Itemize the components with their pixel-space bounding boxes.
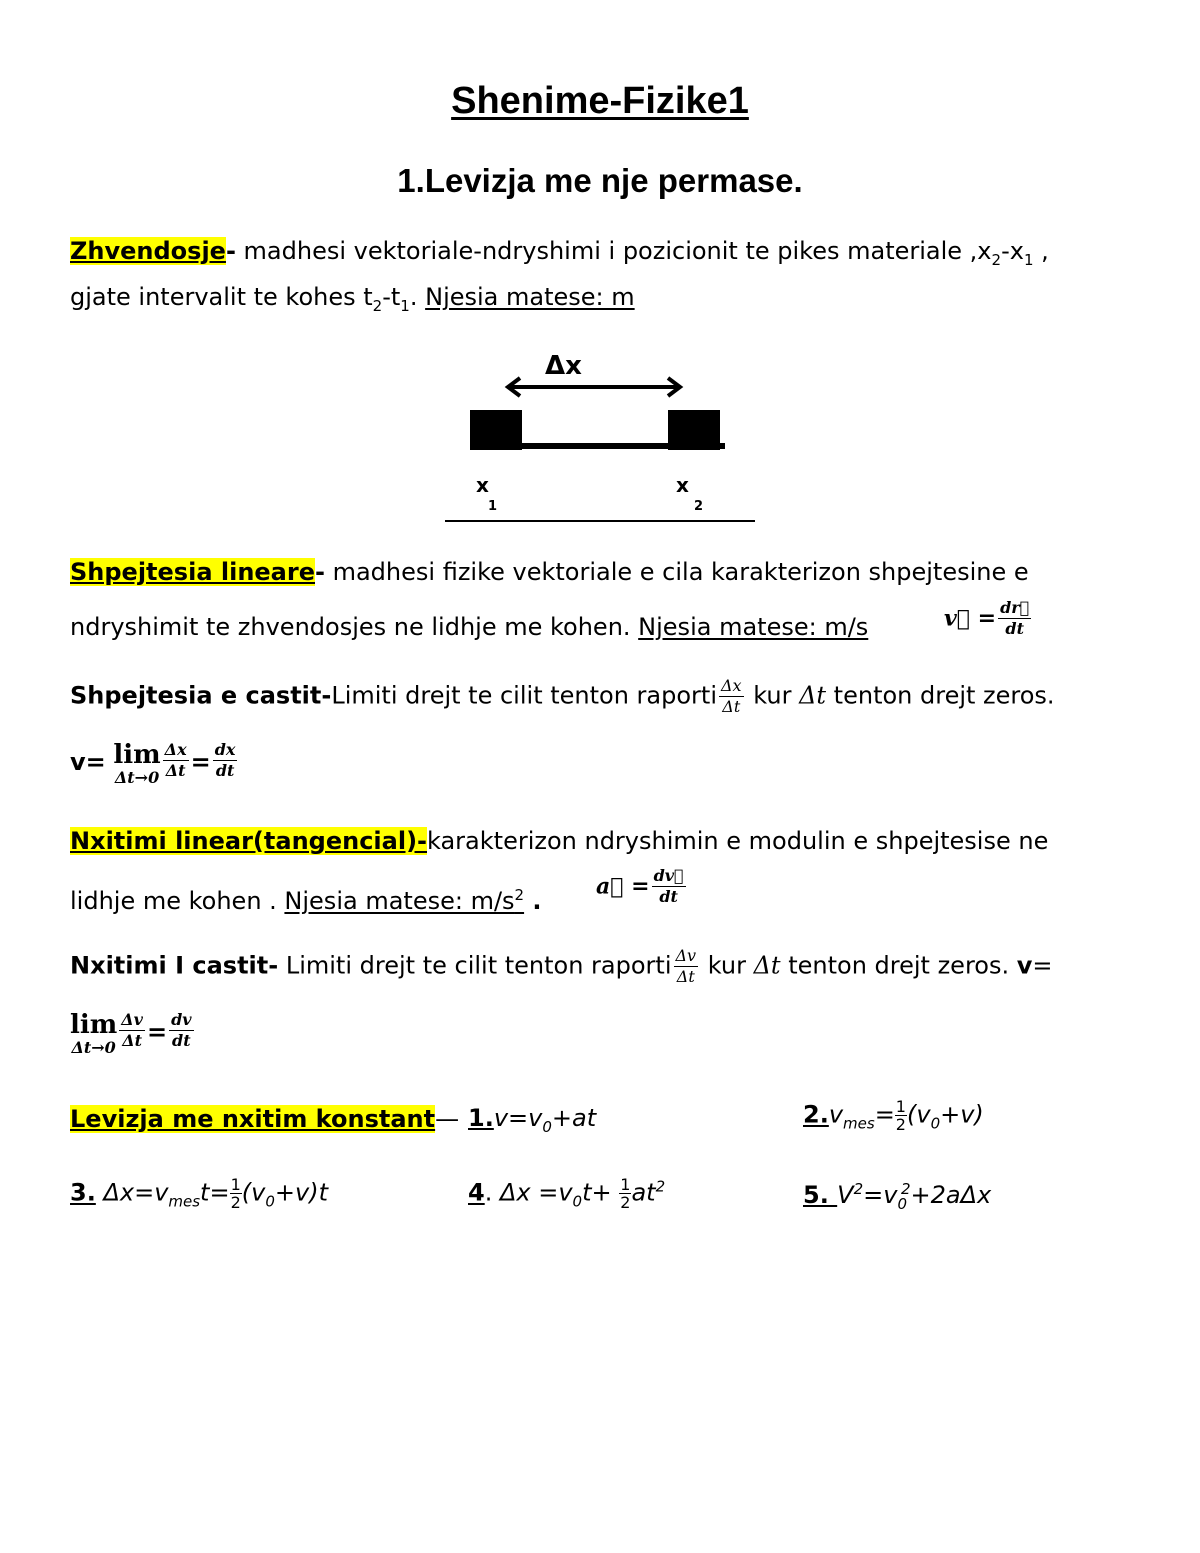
formula-3: 3. $\Delta x=v_{mes}t=$ $\frac{1}{2}$ $(v_0+v)t$ xyxy=(70,1175,328,1212)
linear-accel-line-2: lidhje me kohen . Njesia matese: $m/s^2$ . xyxy=(70,886,542,915)
linear-accel-line-1: Nxitimi linear(tangencial)-karakterizon ndryshimin e modulin e shpejtesise ne xyxy=(70,827,1049,855)
instant-accel-formula: lim Δt→0 $\frac{\Delta v}{\Delta t}$ = $\frac{dv}{dt}$ xyxy=(70,1010,192,1057)
x1-subscript: 1 xyxy=(488,499,498,514)
displacement-diagram xyxy=(440,340,770,530)
acceleration-formula: a⃗ = $\frac{dv⃗}{dt}$ xyxy=(596,866,684,906)
formula-1: $1.v=v_0+at$ xyxy=(468,1104,597,1136)
formula-5: 5. $V^2=v_0^2+2a\Delta x$ xyxy=(803,1180,992,1213)
linear-accel-term: Nxitimi linear(tangencial)- xyxy=(70,827,427,855)
instant-speed-term: Shpejtesia e castit- xyxy=(70,681,332,710)
instant-accel-term: Nxitimi I castit- xyxy=(70,951,279,980)
linear-speed-unit: Njesia matese: m/s xyxy=(638,613,869,641)
linear-speed-term: Shpejtesia lineare xyxy=(70,558,315,586)
constant-accel-term: Levizja me nxitim konstant xyxy=(70,1105,436,1133)
x2-label: x xyxy=(676,473,689,497)
page-title: Shenime-Fizike1 xyxy=(451,80,749,122)
formula-4: 4. $\Delta x =v_0t+$ $\frac{1}{2}$ $at^2$ xyxy=(468,1175,666,1212)
velocity-formula: v⃗ = $\frac{dr⃗}{dt}$ xyxy=(944,598,1030,638)
delta-x-label: Δx xyxy=(545,351,582,381)
instant-accel-line: Nxitimi I castit- Limiti drejt te cilit tenton raporti $\frac{\Delta v}{\Delta t}$ kur Δt tenton drejt zeros. v= xyxy=(70,946,1053,986)
displacement-term: Zhvendosje xyxy=(70,237,226,265)
displacement-line-1: Zhvendosje- madhesi vektoriale-ndryshimi i pozicionit te pikes materiale $,x_2-x_1$ , xyxy=(70,237,1049,269)
displacement-line-2: gjate intervalit te kohes $t_2-t_1$. Njesia matese: m xyxy=(70,283,635,315)
section-heading: 1.Levizja me nje permase. xyxy=(397,162,803,199)
formula-2: $2.v_{mes}=$ $\frac{1}{2}$ $(v_0+v)$ xyxy=(803,1097,984,1134)
displacement-unit: Njesia matese: m xyxy=(425,283,635,311)
linear-speed-line-1: Shpejtesia lineare- madhesi fizike vektoriale e cila karakterizon shpejtesine e xyxy=(70,558,1029,586)
instant-speed-line: Shpejtesia e castit-Limiti drejt te cilit tenton raporti $\frac{\Delta x}{\Delta t}$ kur Δt tenton drejt zeros. xyxy=(70,676,1055,716)
constant-accel-heading: Levizja me nxitim konstant— xyxy=(70,1105,460,1133)
instant-speed-formula: v= lim Δt→0 $\frac{\Delta x}{\Delta t}$ = $\frac{dx}{dt}$ xyxy=(70,740,236,787)
linear-speed-line-2: ndryshimit te zhvendosjes ne lidhje me kohen. Njesia matese: m/s xyxy=(70,613,869,641)
x1-label: x xyxy=(476,473,489,497)
linear-accel-unit: Njesia matese: $m/s^2$ xyxy=(284,886,525,915)
x2-subscript: 2 xyxy=(694,499,704,514)
block-start xyxy=(470,410,522,450)
